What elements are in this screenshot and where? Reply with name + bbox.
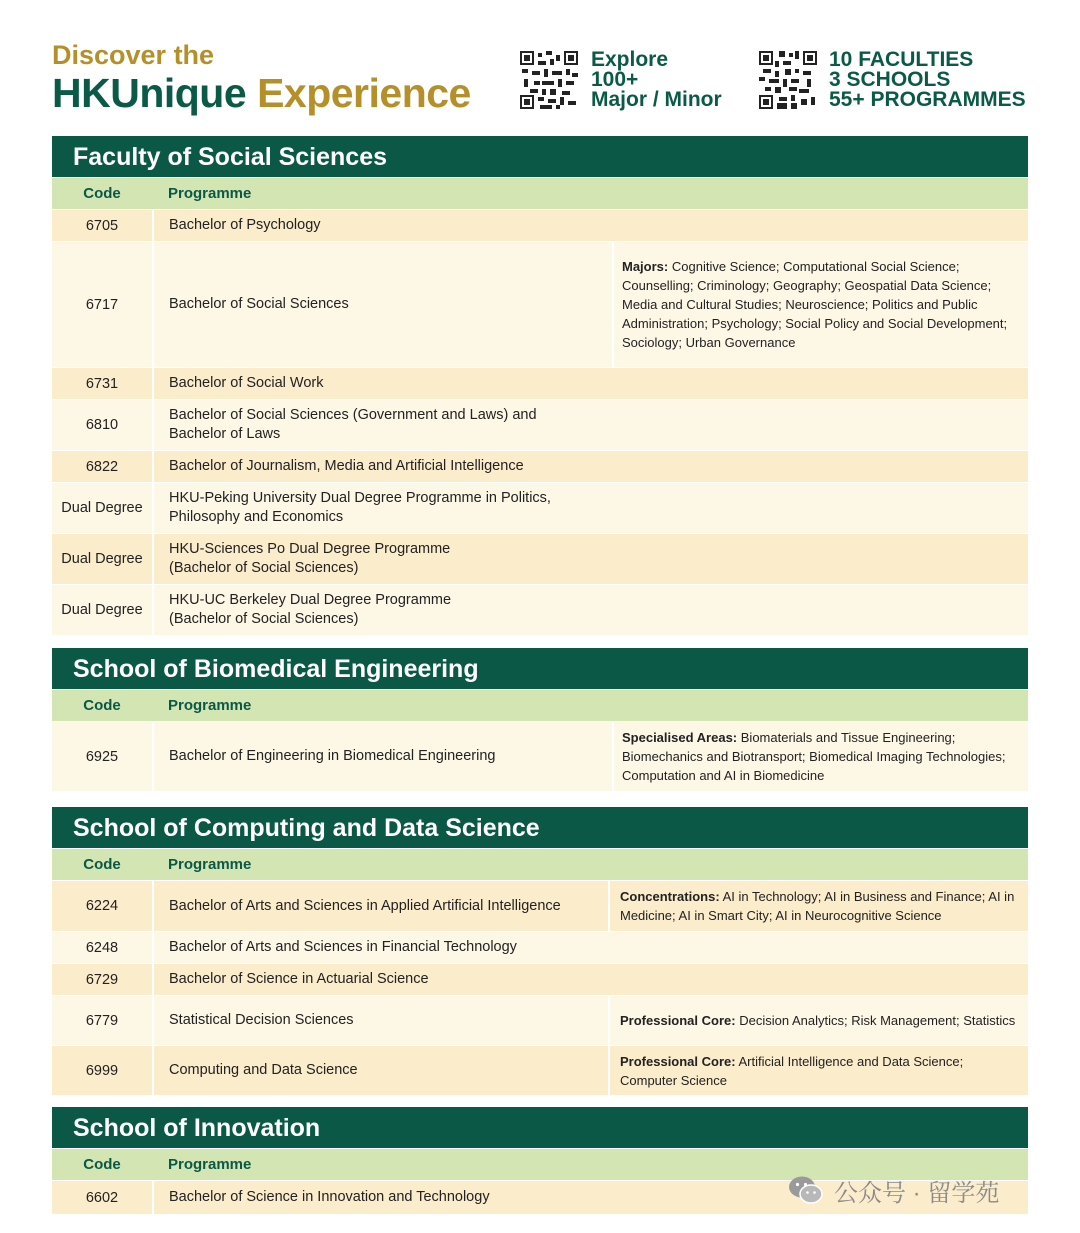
programme-name: Bachelor of Psychology <box>169 217 321 233</box>
column-programme-label: Programme <box>168 185 252 202</box>
promo-faculties-line-1: 10 FACULTIES <box>829 48 974 71</box>
promo-faculties <box>829 50 1026 110</box>
promo-majors <box>591 50 722 110</box>
programme-code: Dual Degree <box>52 483 154 533</box>
programme-code: 6717 <box>52 242 154 367</box>
table-row <box>52 241 1028 367</box>
programme-name: Bachelor of Journalism, Media and Artificial Intelligence <box>169 458 524 474</box>
header-title <box>52 70 471 117</box>
programme-code: 6705 <box>52 210 154 241</box>
watermark <box>788 1172 999 1208</box>
table-row <box>52 995 1028 1045</box>
section-title: School of Innovation <box>52 1107 1028 1148</box>
table-row <box>52 1045 1028 1095</box>
programme-code: 6224 <box>52 881 154 931</box>
promo-faculties-line-3: 55+ PROGRAMMES <box>829 88 1026 111</box>
programme-name: Statistical Decision Sciences <box>169 1012 354 1028</box>
table-row <box>52 399 1028 450</box>
section-biomedical-engineering <box>52 648 1028 791</box>
section-title: Faculty of Social Sciences <box>52 136 1028 177</box>
note-text: AI in Technology; AI in Business and Finance; AI in Medicine; AI in Smart City; AI in Neurocognitive Science <box>620 889 1015 923</box>
programme-code: 6248 <box>52 932 154 963</box>
table-row <box>52 721 1028 791</box>
programme-note <box>608 996 1028 1045</box>
column-programme-label: Programme <box>168 856 252 873</box>
programme-name: Computing and Data Science <box>169 1062 358 1078</box>
note-text: Decision Analytics; Risk Management; Statistics <box>739 1013 1016 1028</box>
column-code-label: Code <box>83 185 121 202</box>
wechat-icon <box>788 1175 824 1205</box>
programme-name: HKU-Sciences Po Dual Degree Programme (Bachelor of Social Sciences) <box>169 541 451 576</box>
programme-code: 6729 <box>52 964 154 995</box>
programme-code: 6999 <box>52 1046 154 1095</box>
note-label: Professional Core: <box>620 1053 736 1069</box>
programme-name: Bachelor of Social Sciences (Government and Laws) and Bachelor of Laws <box>169 407 537 442</box>
page-header <box>0 0 1080 130</box>
table-row <box>52 209 1028 241</box>
column-header <box>52 177 1028 209</box>
programme-note <box>608 1046 1028 1095</box>
note-text: Artificial Intelligence and Data Science; Computer Science <box>620 1053 964 1088</box>
header-title-accent: Experience <box>257 70 471 116</box>
programme-note <box>612 722 1028 791</box>
promo-faculties-line-2: 3 SCHOOLS <box>829 68 951 91</box>
header-title-main: HKUnique <box>52 70 247 116</box>
programme-name: HKU-UC Berkeley Dual Degree Programme (Bachelor of Social Sciences) <box>169 592 452 627</box>
table-row <box>52 533 1028 584</box>
programme-code: 6925 <box>52 722 154 791</box>
programme-code: 6602 <box>52 1181 154 1214</box>
programme-name: Bachelor of Arts and Sciences in Applied Artificial Intelligence <box>169 897 561 914</box>
column-header <box>52 689 1028 721</box>
column-code-label: Code <box>83 1156 121 1173</box>
programme-name: Bachelor of Science in Actuarial Science <box>169 971 429 987</box>
programme-code: 6731 <box>52 368 154 399</box>
table-row <box>52 482 1028 533</box>
note-label: Majors: <box>622 259 669 274</box>
note-label: Concentrations: <box>620 889 720 904</box>
promo-majors-line-2: 100+ <box>591 68 639 91</box>
note-label: Professional Core: <box>620 1013 736 1028</box>
section-title: School of Computing and Data Science <box>52 807 1028 848</box>
section-title: School of Biomedical Engineering <box>52 648 1028 689</box>
watermark-text: 公众号 · 留学苑 <box>834 1179 1000 1207</box>
column-programme-label: Programme <box>168 1156 252 1173</box>
programme-name: Bachelor of Engineering in Biomedical Engineering <box>169 748 496 764</box>
column-code-label: Code <box>83 697 121 714</box>
programme-code: 6779 <box>52 996 154 1045</box>
table-row <box>52 931 1028 963</box>
column-header <box>52 848 1028 880</box>
programme-code: Dual Degree <box>52 585 154 635</box>
programme-code: Dual Degree <box>52 534 154 584</box>
programme-name: Bachelor of Social Work <box>169 375 324 391</box>
promo-majors-line-3: Major / Minor <box>591 88 722 111</box>
table-row <box>52 450 1028 482</box>
table-row <box>52 584 1028 635</box>
column-programme-label: Programme <box>168 697 252 714</box>
note-text: Cognitive Science; Computational Social Science; Counselling; Criminology; Geography; Geospatial Data Science; Media and Cultural Studies; Neuroscience; Politics and Public Administration; Psychology; Social Policy and Social Development; Sociology; Urban Governance <box>622 259 1008 350</box>
section-computing-data-science <box>52 807 1028 1095</box>
programme-code: 6810 <box>52 400 154 450</box>
header-discover: Discover the <box>52 40 215 70</box>
qr-code-icon[interactable] <box>520 51 578 109</box>
programme-name: Bachelor of Arts and Sciences in Financial Technology <box>169 939 517 955</box>
programme-code: 6822 <box>52 451 154 482</box>
note-label: Specialised Areas: <box>622 730 738 745</box>
table-row <box>52 880 1028 931</box>
promo-majors-line-1: Explore <box>591 48 669 71</box>
programme-name: Bachelor of Science in Innovation and Technology <box>169 1189 490 1205</box>
programme-note <box>612 242 1028 367</box>
note-text: Biomaterials and Tissue Engineering; Biomechanics and Biotransport; Biomedical Imaging Technologies; Computation and AI in Biomedicine <box>622 730 1006 783</box>
programme-note <box>608 881 1028 931</box>
programme-name: Bachelor of Social Sciences <box>169 296 349 312</box>
qr-code-icon[interactable] <box>759 51 817 109</box>
table-row <box>52 963 1028 995</box>
programme-name: HKU-Peking University Dual Degree Programme in Politics, Philosophy and Economics <box>169 490 551 525</box>
section-social-sciences <box>52 136 1028 635</box>
table-row <box>52 367 1028 399</box>
column-code-label: Code <box>83 856 121 873</box>
